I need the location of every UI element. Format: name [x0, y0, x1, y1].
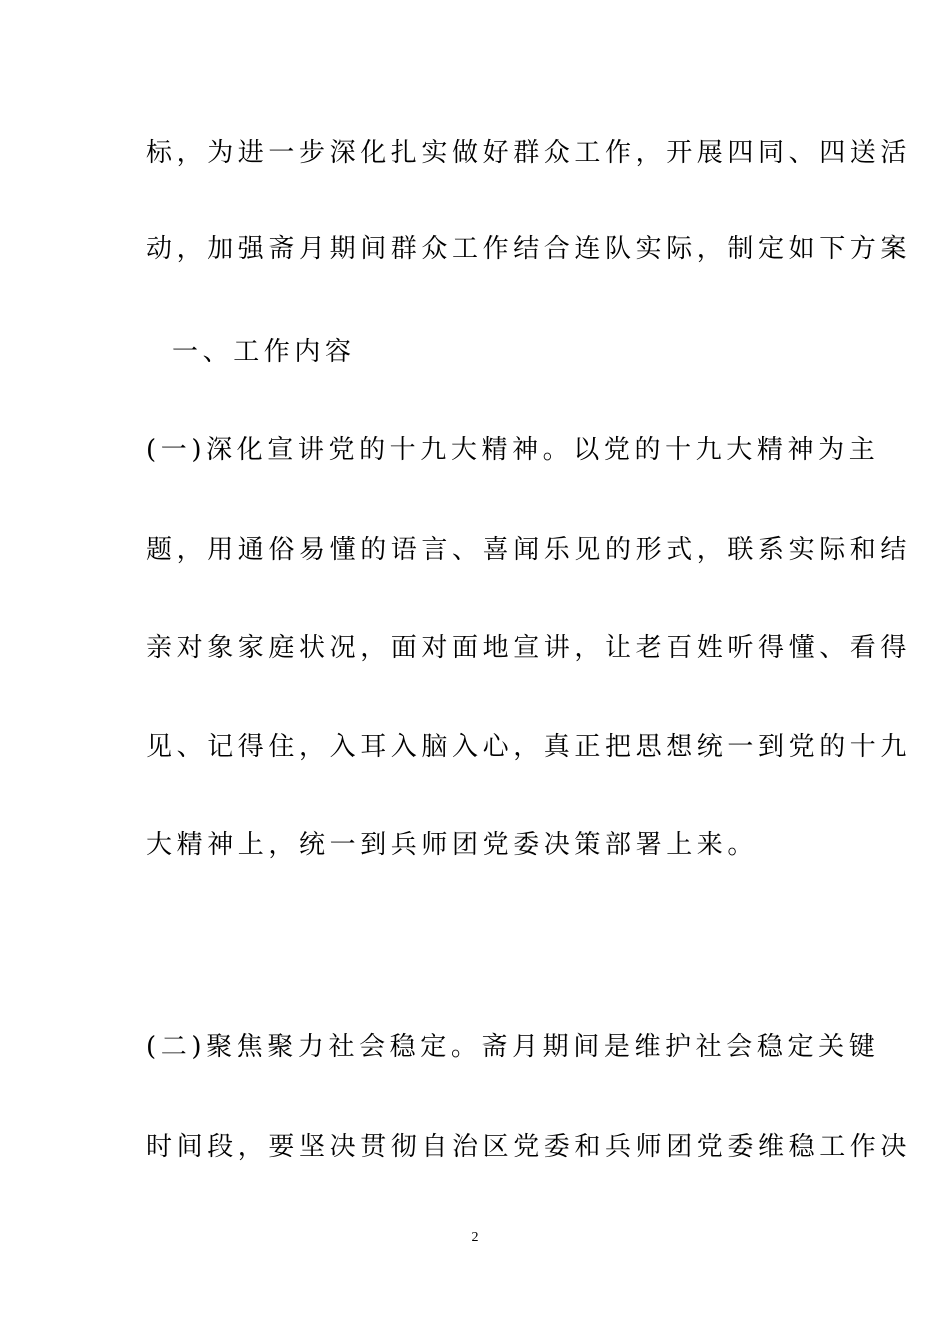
paragraph-3-line-1: (一)深化宣讲党的十九大精神。以党的十九大精神为主 [146, 435, 880, 465]
paragraph-3-line-2: 题，用通俗易懂的语言、喜闻乐见的形式，联系实际和结 [146, 535, 912, 565]
paragraph-4-line-1: (二)聚焦聚力社会稳定。斋月期间是维护社会稳定关键 [146, 1032, 880, 1062]
page-number: 2 [471, 1230, 479, 1245]
paragraph-3-line-3: 亲对象家庭状况，面对面地宣讲，让老百姓听得懂、看得 [146, 633, 912, 663]
paragraph-4-line-2: 时间段，要坚决贯彻自治区党委和兵师团党委维稳工作决 [146, 1132, 912, 1162]
paragraph-3-line-4: 见、记得住，入耳入脑入心，真正把思想统一到党的十九 [146, 732, 912, 762]
paragraph-3-line-5: 大精神上，统一到兵师团党委决策部署上来。 [146, 830, 759, 860]
section-heading: 一、工作内容 [172, 337, 356, 367]
paragraph-1-line-2: 动，加强斋月期间群众工作结合连队实际，制定如下方案 [146, 234, 912, 264]
paragraph-1-line-1: 标，为进一步深化扎实做好群众工作，开展四同、四送活 [146, 138, 912, 168]
